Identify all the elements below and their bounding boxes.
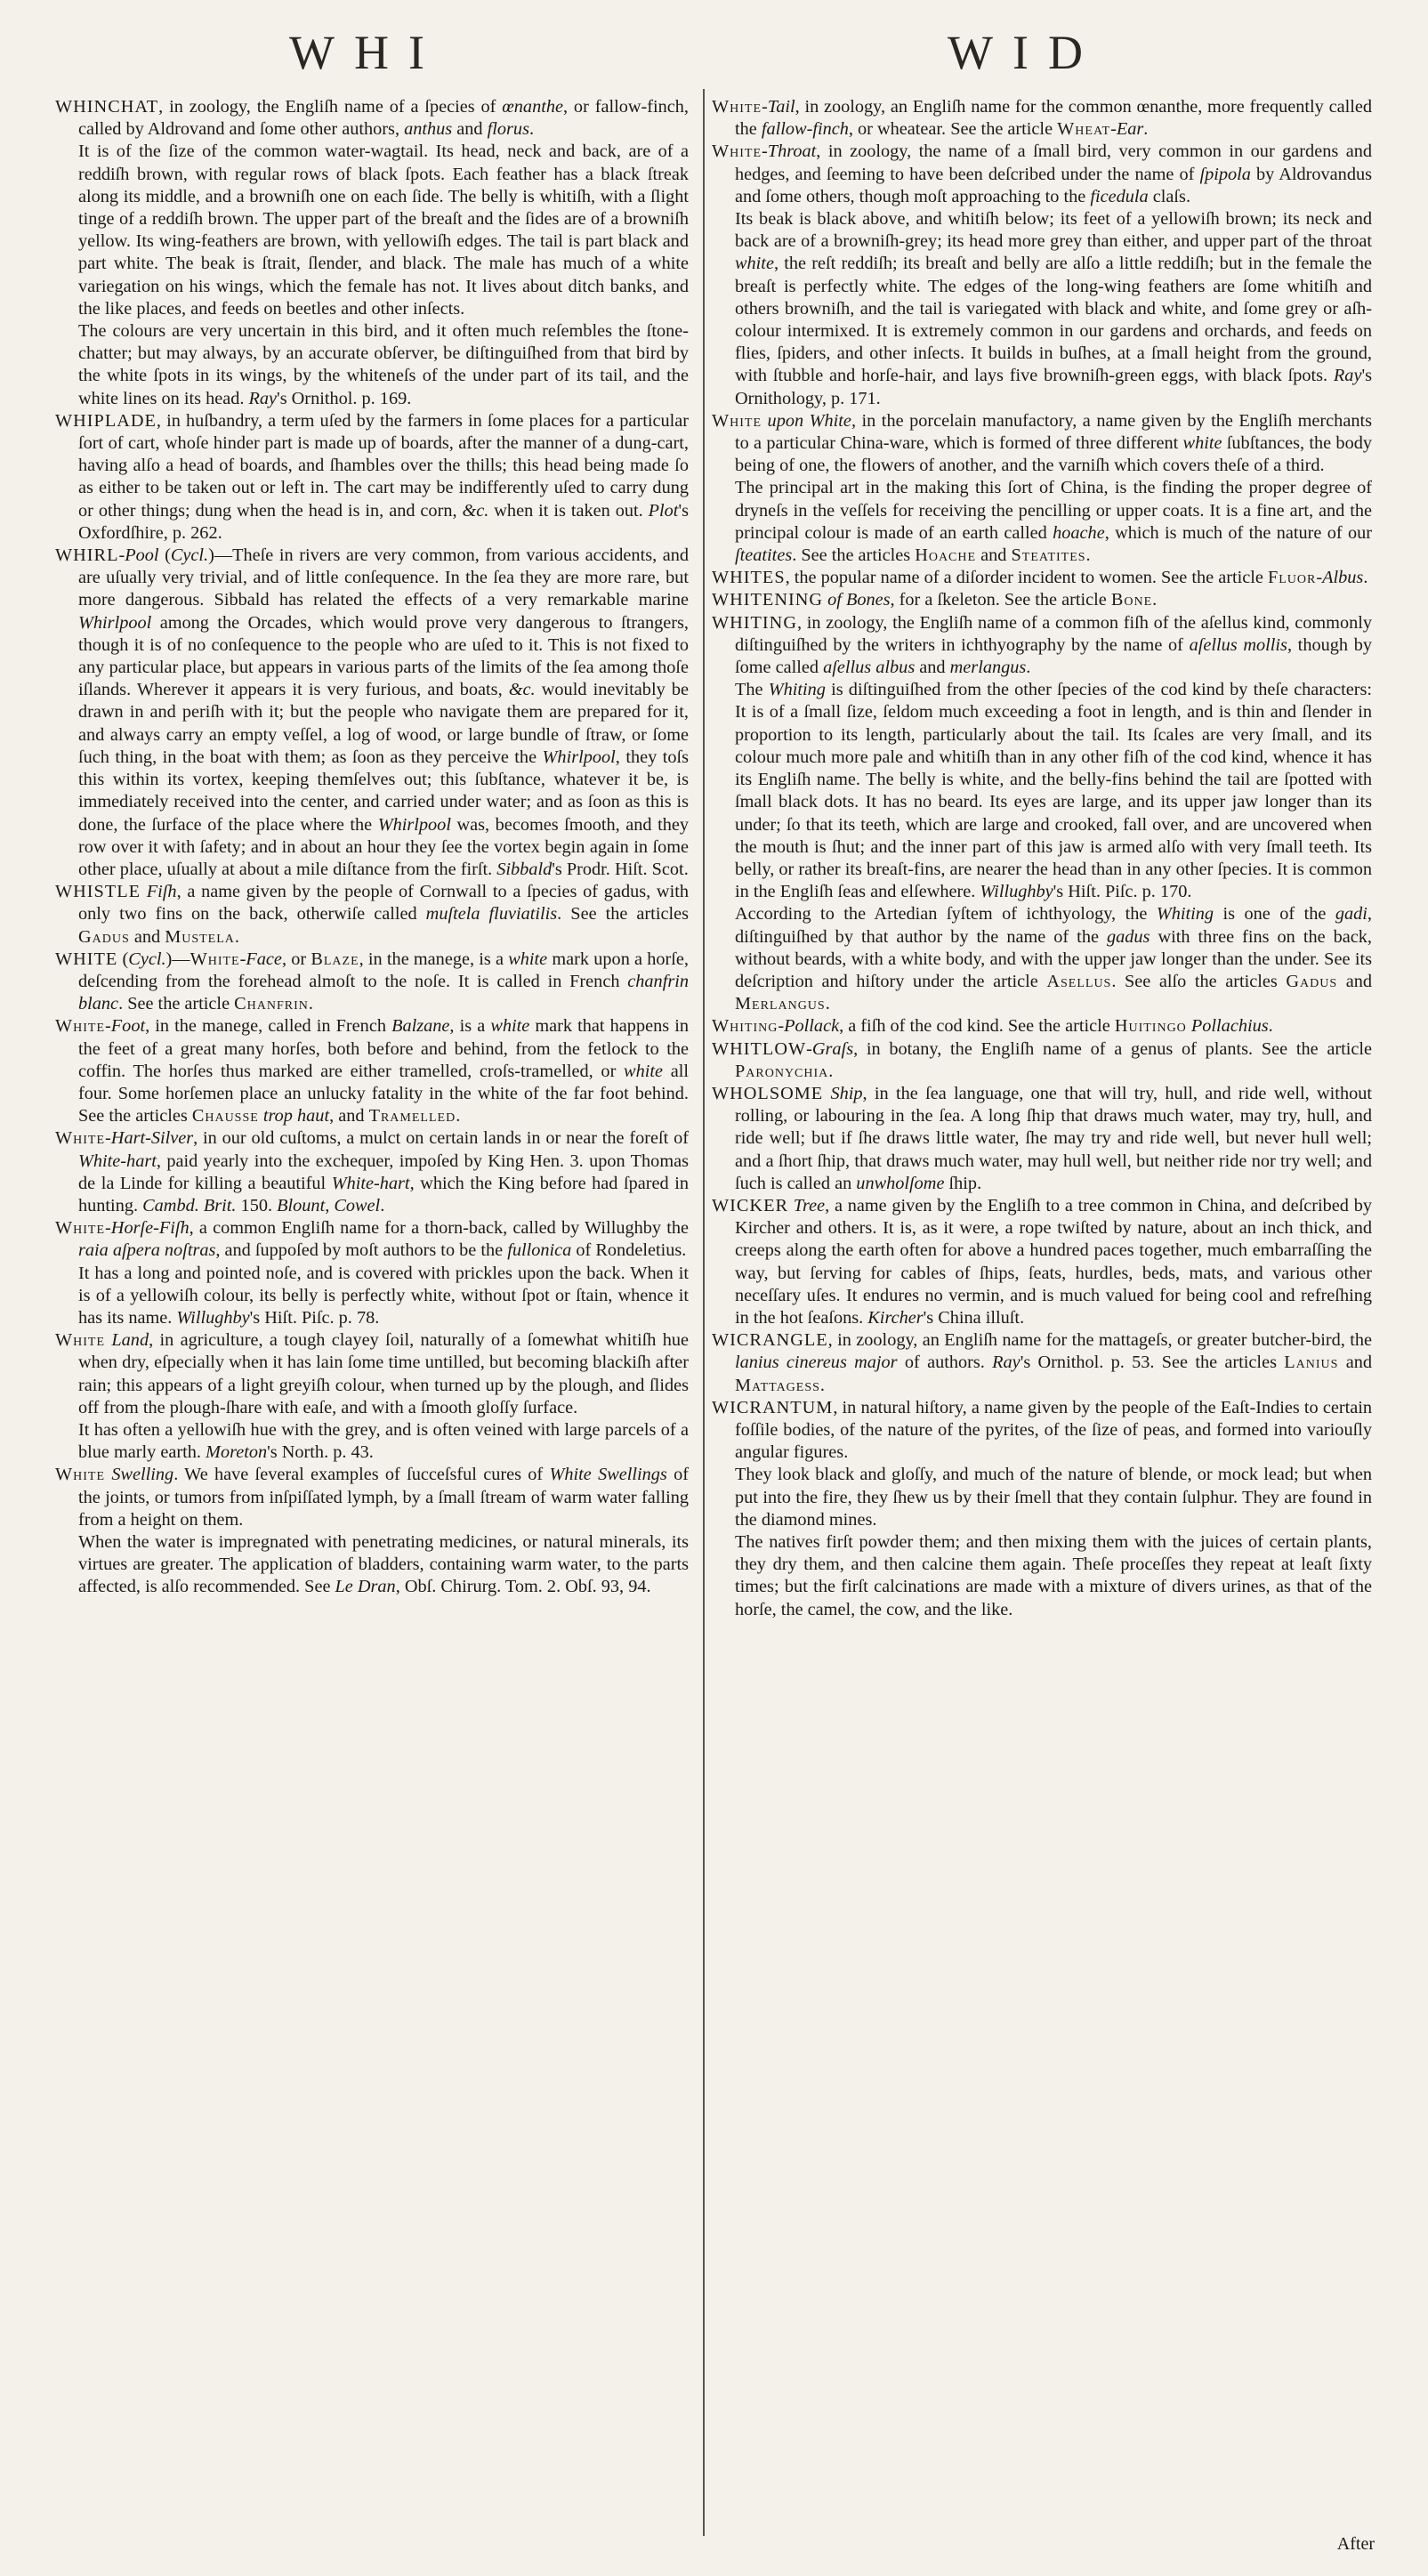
dictionary-entry xyxy=(712,1195,1372,1329)
dictionary-entry xyxy=(712,567,1372,589)
entry-paragraph: WHINCHAT, in zoology, the Engliſh name of a ſpecies of œnanthe, or fallow-finch, called by Aldrovand and ſome other authors, anthus and florus. xyxy=(55,97,689,140)
dictionary-entry xyxy=(712,1329,1372,1397)
dictionary-entry xyxy=(712,410,1372,567)
entry-paragraph: WHIRL-Pool (Cycl.)—Theſe in rivers are very common, from various accidents, and are uſually very trivial, and of little conſequence. In the ſea they are more rare, but more dangerous. Sibbald has related the effects of a very remarkable marine Whirlpool among the Orcades, which would prove very dangerous to ſtrangers, though it is of no conſequence to the people who are uſed to it. This is not fixed to any particular place, but appears in various parts of the limits of the ſea among thoſe iſlands. Wherever it appears it is very furious, and boats, &c. would inevitably be drawn in and periſh with it; but the people who navigate them are prepared for it, and always carry an empty veſſel, a log of wood, or large bundle of ſtraw, or ſome ſuch thing, in the boat with them; as ſoon as they perceive the Whirlpool, they toſs this within its vortex, keeping themſelves out; this ſubſtance, whatever it be, is immediately received into the center, and carried under water; and as ſoon as this is done, the ſurface of the place where the Whirlpool was, becomes ſmooth, and they row over it with ſafety; and in about an hour they ſee the vortex begin again in ſome other place, uſually at about a mile diſtance from the firſt. Sibbald's Prodr. Hiſt. Scot. xyxy=(55,545,689,879)
entry-paragraph: White Swelling. We have ſeveral examples of ſucceſsful cures of White Swellings of the joints, or tumors from inſpiſſated lymph, by a ſmall ſtream of warm water falling from a height on them. xyxy=(55,1465,689,1530)
entry-paragraph: WICRANGLE, in zoology, an Engliſh name for the mattageſs, or greater butcher-bird, the lanius cinereus major of authors. Ray's Ornithol. p. 53. See the articles Lanius and Mattagess. xyxy=(712,1330,1372,1395)
entry-paragraph: White Land, in agriculture, a tough clayey ſoil, naturally of a ſomewhat whitiſh hue when dry, eſpecially when it has lain ſome time untilled, but becoming blackiſh after rain; this appears of a light greyiſh colour, when turned up by the plough, and ſlides off from the plough-ſhare with eaſe, and with a ſmooth gloſſy ſurface. xyxy=(55,1330,689,1417)
entry-paragraph: WICKER Tree, a name given by the Engliſh to a tree common in China, and deſcribed by Kircher and others. It is, as it were, a rope twiſted by nature, about an inch thick, and creeps along the earth often for above a hundred paces together, much embarraſſing the way, but ſerving for cables of ſhips, ſeats, hurdles, beds, mats, and various other neceſſary uſes. It endures no vermin, and is much valued for being cool and refreſhing in the hot ſeaſons. Kircher's China illuſt. xyxy=(712,1195,1372,1328)
entry-paragraph: WHITENING of Bones, for a ſkeleton. See the article Bone. xyxy=(712,590,1158,610)
dictionary-entry xyxy=(712,96,1372,141)
entry-paragraph: WHOLSOME Ship, in the ſea language, one that will try, hull, and ride well, without rolling, or labouring in the ſea. A long ſhip that draws much water, may try, hull, and ride well; but if ſhe draws little water, ſhe may try and ride well, but never hull well; and a ſhort ſhip, that draws much water, may hull well, but neither ride nor try well; and ſuch is called an unwholſome ſhip. xyxy=(712,1083,1372,1193)
dictionary-entry xyxy=(55,410,689,545)
entry-paragraph: White-Hart-Silver, in our old cuſtoms, a mulct on certain lands in or near the foreſt of White-hart, paid yearly into the exchequer, impoſed by King Hen. 3. upon Thomas de la Linde for killing a beautiful White-hart, which the King before had ſpared in hunting. Cambd. Brit. 150. Blount, Cowel. xyxy=(55,1128,689,1215)
entry-paragraph: The natives firſt powder them; and then mixing them with the juices of certain plants, they dry them, and then calcine them again. Theſe proceſſes they repeat at leaſt ſixty times; but the firſt calcinations are made with a mixture of divers urines, as that of the horſe, the camel, the cow, and the like. xyxy=(735,1532,1372,1619)
dictionary-entry xyxy=(712,1038,1372,1083)
entry-paragraph: White-Horſe-Fiſh, a common Engliſh name for a thorn-back, called by Willughby the raia aſpera noſtras, and ſuppoſed by moſt authors to be the fullonica of Rondeletius. xyxy=(55,1218,689,1261)
dictionary-entry xyxy=(55,545,689,881)
entry-paragraph: It is of the ſize of the common water-wagtail. Its head, neck and back, are of a reddiſh brown, with regular rows of black ſpots. Each feather has a black ſtreak along its middle, and a browniſh one on each ſide. The belly is whitiſh, with a ſlight tinge of a reddiſh brown. The upper part of the breaſt and the ſides are of a browniſh yellow. Its wing-feathers are brown, with yellowiſh edges. The tail is part black and part white. The beak is ſtrait, ſlender, and black. The male has much of a white variegation on his wings, which the female has not. It lives about ditch banks, and the like places, and feeds on beetles and other inſects. xyxy=(78,141,689,319)
entry-paragraph: Whiting-Pollack, a fiſh of the cod kind. See the article Huitingo Pollachius. xyxy=(712,1016,1273,1037)
entry-paragraph: When the water is impregnated with penetrating medicines, or natural minerals, its virtues are greater. The application of bladders, containing warm water, to the parts affected, is alſo recommended. See Le Dran, Obſ. Chirurg. Tom. 2. Obſ. 93, 94. xyxy=(78,1532,689,1597)
dictionary-entry xyxy=(55,949,689,1016)
dictionary-entry xyxy=(55,881,689,949)
entry-paragraph: WICRANTUM, in natural hiſtory, a name given by the people of the Eaſt-Indies to certain foſſile bodies, of the nature of the pyrites, of the ſize of peas, and formed into variouſly angular figures. xyxy=(712,1397,1372,1463)
dictionary-entry xyxy=(712,1015,1372,1038)
entry-paragraph: WHITLOW-Graſs, in botany, the Engliſh name of a genus of plants. See the article Paronychia. xyxy=(712,1038,1372,1081)
running-head xyxy=(0,25,1428,87)
entry-paragraph: WHITING, in zoology, the Engliſh name of a common fiſh of the aſellus kind, commonly diſtinguiſhed by the writers in ichthyography by the name of aſellus mollis, though by ſome called aſellus albus and merlangus. xyxy=(712,612,1372,678)
dictionary-entry xyxy=(712,589,1372,611)
dictionary-entry xyxy=(55,1015,689,1127)
dictionary-entry xyxy=(55,1329,689,1464)
running-head-right: WID xyxy=(948,26,1102,79)
entry-paragraph: It has often a yellowiſh hue with the grey, and is often veined with large parcels of a blue marly earth. Moreton's North. p. 43. xyxy=(78,1419,689,1463)
catchword: After xyxy=(1336,2534,1375,2554)
entry-paragraph: White upon White, in the porcelain manufactory, a name given by the Engliſh merchants to a particular China-ware, which is formed of three different white ſubſtances, the body being of one, the flowers of another, and the varniſh which covers theſe of a third. xyxy=(712,410,1372,476)
entry-paragraph: White-Tail, in zoology, an Engliſh name for the common œnanthe, more frequently called the fallow-finch, or wheatear. See the article Wheat-Ear. xyxy=(712,97,1372,140)
entry-paragraph: WHITES, the popular name of a diſorder incident to women. See the article Fluor-Albus. xyxy=(712,568,1368,588)
column-divider xyxy=(703,89,705,2536)
entry-paragraph: WHISTLE Fiſh, a name given by the people of Cornwall to a ſpecies of gadus, with only two fins on the back, otherwiſe called muſtela fluviatilis. See the articles Gadus and Mustela. xyxy=(55,882,689,947)
entry-paragraph: Its beak is black above, and whitiſh below; its feet of a yellowiſh brown; its neck and back are of a browniſh-grey; its head more grey than either, and upper part of the throat white, the reſt reddiſh; its breaſt and belly are alſo a little reddiſh; but in the female the breaſt is perfectly white. The edges of the long-wing feathers are ſome whitiſh and others browniſh, and the tail is variegated with black and white, and ſome grey or aſh-colour intermixed. It is extremely common in our gardens and orchards, and feeds on flies, ſpiders, and other inſects. It builds in buſhes, at a ſmall height from the ground, with ſtubble and horſe-hair, and lays five browniſh-green eggs, with black ſpots. Ray's Ornithology, p. 171. xyxy=(735,209,1372,408)
entry-paragraph: White-Foot, in the manege, called in French Balzane, is a white mark that happens in the feet of a great many horſes, both before and behind, from the fetlock to the coffin. The horſes thus marked are either tramelled, croſs-tramelled, or white all four. Some horſemen place an unlucky fatality in the white of the far foot behind. See the articles Chausse trop haut, and Tramelled. xyxy=(55,1016,689,1126)
dictionary-entry xyxy=(55,96,689,410)
entry-paragraph: WHIPLADE, in huſbandry, a term uſed by the farmers in ſome places for a particular ſort of cart, whoſe hinder part is made up of boards, after the manner of a dung-cart, having alſo a head of boards, and ſhambles over the thills; this head being made ſo as either to be taken out or left in. The cart may be indifferently uſed to carry dung or other things; dung when the head is in, and corn, &c. when it is taken out. Plot's Oxfordſhire, p. 262. xyxy=(55,410,689,543)
dictionary-entry xyxy=(712,612,1372,1016)
entry-paragraph: It has a long and pointed noſe, and is covered with prickles upon the back. When it is of a yellowiſh colour, its belly is perfectly white, without ſpot or ſtain, whence it has its name. Willughby's Hiſt. Piſc. p. 78. xyxy=(78,1263,689,1328)
entry-paragraph: According to the Artedian ſyſtem of ichthyology, the Whiting is one of the gadi, diſtinguiſhed by that author by the name of the gadus with three fins on the back, without beards, with a white body, and with the upper jaw longer than the under. See its deſcription and hiſtory under the article Asellus. See alſo the articles Gadus and Merlangus. xyxy=(735,904,1372,1014)
dictionary-entry xyxy=(55,1127,689,1217)
entry-paragraph: The principal art in the making this ſort of China, is the finding the proper degree of dryneſs in the veſſels for receiving the pencilling or upper coats. It is a fine art, and the principal colour is made of an earth called hoache, which is much of the nature of our ſteatites. See the articles Hoache and Steatites. xyxy=(735,478,1372,566)
dictionary-entry xyxy=(712,141,1372,409)
left-column xyxy=(55,96,689,2534)
dictionary-entry xyxy=(55,1217,689,1329)
dictionary-entry xyxy=(712,1397,1372,1621)
dictionary-entry xyxy=(712,1083,1372,1195)
dictionary-entry xyxy=(55,1464,689,1598)
entry-paragraph: The Whiting is diſtinguiſhed from the other ſpecies of the cod kind by theſe characters: It is of a ſmall ſize, ſeldom much exceeding a foot in length, and is thin and ſlender in proportion to its length, particularly about the tail. Its ſcales are very ſmall, and its colour much more pale and whitiſh than in any other fiſh of the cod kind, whence it has its Engliſh name. The belly is white, and the belly-fins behind the tail are ſpotted with ſmall black dots. It has no beard. Its eyes are large, and its upper jaw longer than its under; ſo that its teeth, which are large and crooked, fall over, and are uncovered when the mouth is ſhut; and the inner part of this jaw is armed alſo with very ſmall teeth. Its belly, or rather its breaſt-fins, are nearer the head than in any other ſpecies. It is common in the Engliſh ſeas and elſewhere. Willughby's Hiſt. Piſc. p. 170. xyxy=(735,680,1372,902)
entry-paragraph: White-Throat, in zoology, the name of a ſmall bird, very common in our gardens and hedges, and ſeeming to have been deſcribed under the name of ſpipola by Aldrovandus and ſome others, though moſt approaching to the ficedula claſs. xyxy=(712,141,1372,206)
running-head-left: WHI xyxy=(289,26,444,79)
right-column xyxy=(712,96,1372,2534)
entry-paragraph: They look black and gloſſy, and much of the nature of blende, or mock lead; but when put into the fire, they ſhew us by their ſmell that they contain ſulphur. They are found in the diamond mines. xyxy=(735,1465,1372,1530)
entry-paragraph: WHITE (Cycl.)—White-Face, or Blaze, in the manege, is a white mark upon a horſe, deſcending from the forehead almoſt to the noſe. It is called in French chanfrin blanc. See the article Chanfrin. xyxy=(55,949,689,1014)
entry-paragraph: The colours are very uncertain in this bird, and it often much reſembles the ſtone-chatter; but may always, by an accurate obſerver, be diſtinguiſhed from that bird by the white ſpots in its wings, by the whiteneſs of the under part of its tail, and the white lines on its head. Ray's Ornithol. p. 169. xyxy=(78,321,689,408)
